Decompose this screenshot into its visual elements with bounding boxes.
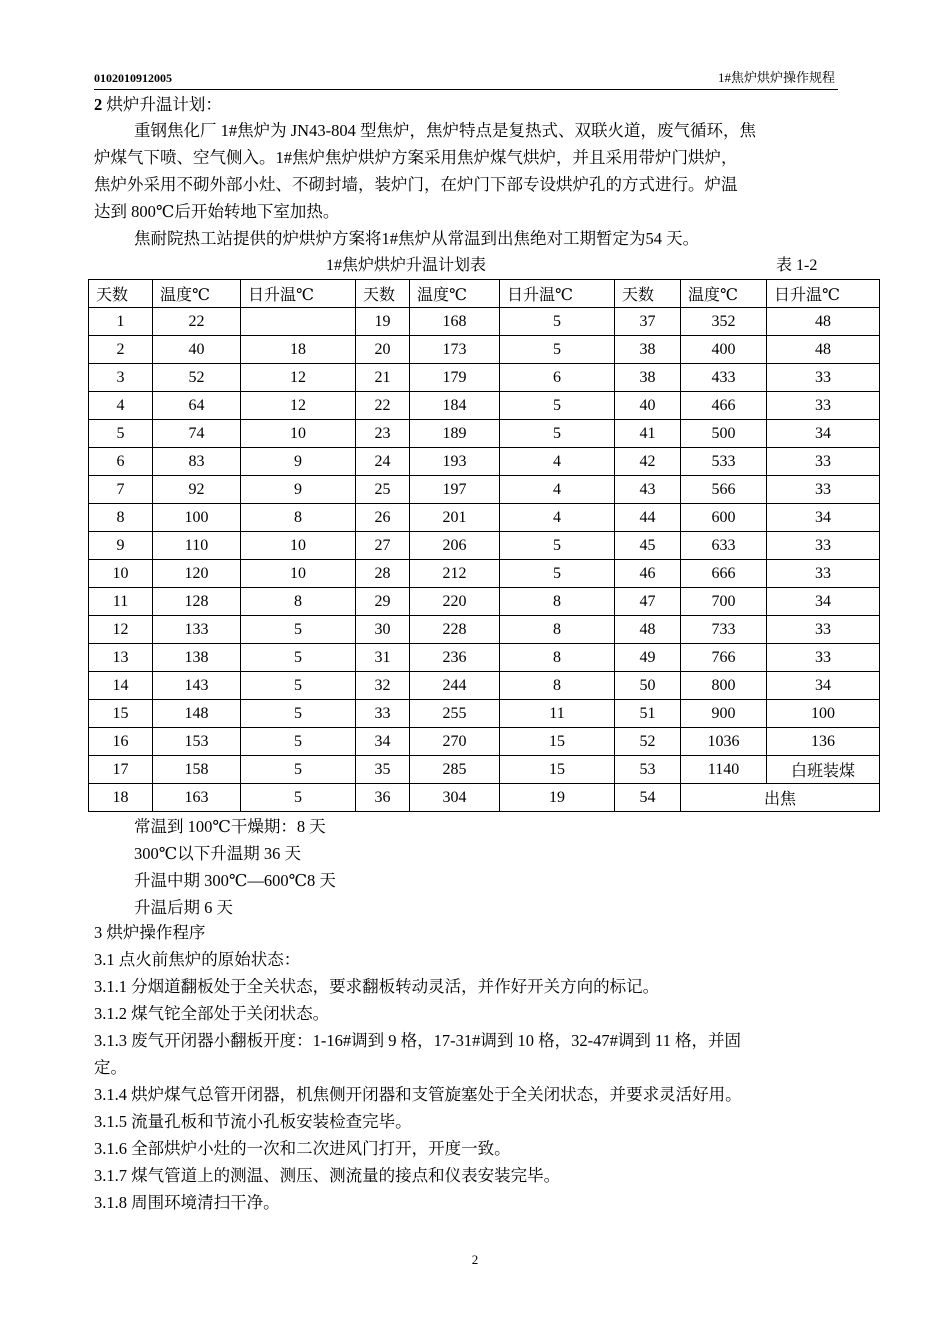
heating-plan-table bbox=[88, 279, 880, 812]
table-row bbox=[89, 644, 880, 672]
column-header: 天数 bbox=[615, 280, 681, 308]
table-cell: 12 bbox=[241, 392, 356, 420]
table-cell: 17 bbox=[89, 756, 153, 784]
table-cell: 110 bbox=[153, 532, 241, 560]
table-cell: 34 bbox=[767, 420, 880, 448]
table-row bbox=[89, 392, 880, 420]
table-cell: 158 bbox=[153, 756, 241, 784]
table-cell: 136 bbox=[767, 728, 880, 756]
table-cell: 766 bbox=[681, 644, 767, 672]
section-3-item: 3.1.3 废气开闭器小翻板开度：1-16#调到 9 格，17-31#调到 10 格，32-47#调到 11 格，并固 bbox=[94, 1031, 741, 1050]
table-row bbox=[89, 560, 880, 588]
table-cell: 10 bbox=[241, 420, 356, 448]
table-cell: 5 bbox=[500, 420, 615, 448]
table-cell: 22 bbox=[356, 392, 410, 420]
section-3-item: 3.1.1 分烟道翻板处于全关状态，要求翻板转动灵活，并作好开关方向的标记。 bbox=[94, 977, 660, 996]
table-cell: 4 bbox=[89, 392, 153, 420]
table-header-row bbox=[89, 280, 880, 308]
table-cell: 26 bbox=[356, 504, 410, 532]
table-cell: 33 bbox=[767, 616, 880, 644]
table-cell: 133 bbox=[153, 616, 241, 644]
section-2-heading: 2 烘炉升温计划： bbox=[94, 95, 222, 114]
table-cell: 34 bbox=[767, 504, 880, 532]
table-cell: 212 bbox=[410, 560, 500, 588]
table-cell: 4 bbox=[500, 448, 615, 476]
table-cell: 92 bbox=[153, 476, 241, 504]
table-cell: 168 bbox=[410, 308, 500, 336]
table-cell: 16 bbox=[89, 728, 153, 756]
table-cell: 5 bbox=[241, 756, 356, 784]
table-cell: 64 bbox=[153, 392, 241, 420]
table-cell: 236 bbox=[410, 644, 500, 672]
table-cell: 28 bbox=[356, 560, 410, 588]
table-cell: 900 bbox=[681, 700, 767, 728]
table-cell: 37 bbox=[615, 308, 681, 336]
table-cell: 45 bbox=[615, 532, 681, 560]
doc-title: 1#焦炉烘炉操作规程 bbox=[717, 70, 835, 85]
table-cell: 8 bbox=[500, 588, 615, 616]
table-cell: 44 bbox=[615, 504, 681, 532]
table-cell: 33 bbox=[356, 700, 410, 728]
table-cell: 184 bbox=[410, 392, 500, 420]
table-cell: 48 bbox=[767, 308, 880, 336]
table-row bbox=[89, 672, 880, 700]
table-cell: 5 bbox=[241, 644, 356, 672]
table-cell: 352 bbox=[681, 308, 767, 336]
table-cell: 1 bbox=[89, 308, 153, 336]
table-cell: 8 bbox=[89, 504, 153, 532]
table-cell: 1036 bbox=[681, 728, 767, 756]
table-cell: 8 bbox=[500, 616, 615, 644]
table-cell: 30 bbox=[356, 616, 410, 644]
table-cell: 9 bbox=[89, 532, 153, 560]
table-cell: 733 bbox=[681, 616, 767, 644]
table-cell: 34 bbox=[356, 728, 410, 756]
table-cell: 633 bbox=[681, 532, 767, 560]
section-3-item: 3.1.2 煤气铊全部处于关闭状态。 bbox=[94, 1004, 330, 1023]
table-cell: 5 bbox=[241, 728, 356, 756]
table-cell: 600 bbox=[681, 504, 767, 532]
table-cell: 15 bbox=[500, 728, 615, 756]
table-cell: 46 bbox=[615, 560, 681, 588]
table-cell: 138 bbox=[153, 644, 241, 672]
table-cell: 433 bbox=[681, 364, 767, 392]
table-cell: 22 bbox=[153, 308, 241, 336]
table-cell: 49 bbox=[615, 644, 681, 672]
table-cell: 52 bbox=[615, 728, 681, 756]
table-cell: 12 bbox=[241, 364, 356, 392]
table-cell: 189 bbox=[410, 420, 500, 448]
table-row bbox=[89, 504, 880, 532]
table-cell: 255 bbox=[410, 700, 500, 728]
table-cell: 33 bbox=[767, 476, 880, 504]
table-cell: 42 bbox=[615, 448, 681, 476]
section-3-1-heading: 3.1 点火前焦炉的原始状态： bbox=[94, 950, 301, 969]
table-cell: 38 bbox=[615, 364, 681, 392]
table-cell: 33 bbox=[767, 532, 880, 560]
table-cell: 52 bbox=[153, 364, 241, 392]
table-cell: 128 bbox=[153, 588, 241, 616]
table-cell: 41 bbox=[615, 420, 681, 448]
table-cell: 51 bbox=[615, 700, 681, 728]
table-cell: 33 bbox=[767, 448, 880, 476]
table-cell: 24 bbox=[356, 448, 410, 476]
table-cell: 304 bbox=[410, 784, 500, 812]
table-cell: 19 bbox=[500, 784, 615, 812]
table-cell: 201 bbox=[410, 504, 500, 532]
column-header: 天数 bbox=[89, 280, 153, 308]
table-cell: 120 bbox=[153, 560, 241, 588]
column-header: 日升温℃ bbox=[241, 280, 356, 308]
table-cell: 4 bbox=[500, 476, 615, 504]
table-row bbox=[89, 616, 880, 644]
table-row bbox=[89, 336, 880, 364]
table-cell: 8 bbox=[241, 588, 356, 616]
table-cell: 8 bbox=[500, 644, 615, 672]
table-cell: 5 bbox=[241, 616, 356, 644]
table-cell: 18 bbox=[241, 336, 356, 364]
table-row bbox=[89, 532, 880, 560]
table-row bbox=[89, 700, 880, 728]
table-cell: 143 bbox=[153, 672, 241, 700]
section-3-item: 3.1.4 烘炉煤气总管开闭器，机焦侧开闭器和支管旋塞处于全关闭状态，并要求灵活好用。 bbox=[94, 1085, 742, 1104]
table-row bbox=[89, 308, 880, 336]
table-cell: 50 bbox=[615, 672, 681, 700]
table-cell: 566 bbox=[681, 476, 767, 504]
table-row bbox=[89, 364, 880, 392]
table-cell: 6 bbox=[500, 364, 615, 392]
table-row bbox=[89, 420, 880, 448]
para2: 焦耐院热工站提供的炉烘炉方案将1#焦炉从常温到出焦绝对工期暂定为54 天。 bbox=[134, 229, 700, 248]
para1-line: 焦炉外采用不砌外部小灶、不砌封墙，装炉门，在炉门下部专设烘炉孔的方式进行。炉温 bbox=[94, 175, 738, 194]
table-cell: 5 bbox=[89, 420, 153, 448]
page-header bbox=[94, 69, 838, 90]
table-cell: 23 bbox=[356, 420, 410, 448]
table-cell: 197 bbox=[410, 476, 500, 504]
table-row bbox=[89, 588, 880, 616]
table-cell: 18 bbox=[89, 784, 153, 812]
table-cell: 193 bbox=[410, 448, 500, 476]
table-cell: 13 bbox=[89, 644, 153, 672]
section-3-item: 定。 bbox=[94, 1058, 127, 1077]
para1-line: 重钢焦化厂 1#焦炉为 JN43-804 型焦炉，焦炉特点是复热式、双联火道，废气循环，焦 bbox=[134, 121, 756, 140]
table-cell: 48 bbox=[615, 616, 681, 644]
table-cell: 500 bbox=[681, 420, 767, 448]
column-header: 温度℃ bbox=[410, 280, 500, 308]
column-header: 温度℃ bbox=[681, 280, 767, 308]
table-cell: 5 bbox=[241, 784, 356, 812]
table-cell: 11 bbox=[89, 588, 153, 616]
table-cell: 9 bbox=[241, 448, 356, 476]
table-cell: 206 bbox=[410, 532, 500, 560]
table-cell: 34 bbox=[767, 672, 880, 700]
table-cell: 54 bbox=[615, 784, 681, 812]
table-cell: 19 bbox=[356, 308, 410, 336]
table-cell: 43 bbox=[615, 476, 681, 504]
table-cell: 15 bbox=[89, 700, 153, 728]
table-cell: 7 bbox=[89, 476, 153, 504]
table-cell: 5 bbox=[241, 672, 356, 700]
para1-line: 达到 800℃后开始转地下室加热。 bbox=[94, 202, 340, 221]
table-cell: 8 bbox=[500, 672, 615, 700]
table-cell: 15 bbox=[500, 756, 615, 784]
section-3-item: 3.1.5 流量孔板和节流小孔板安装检查完毕。 bbox=[94, 1112, 412, 1131]
table-cell: 10 bbox=[241, 560, 356, 588]
table-cell: 21 bbox=[356, 364, 410, 392]
table-cell: 466 bbox=[681, 392, 767, 420]
table-cell: 800 bbox=[681, 672, 767, 700]
section-3-item: 3.1.6 全部烘炉小灶的一次和二次进风门打开，开度一致。 bbox=[94, 1139, 511, 1158]
table-cell: 6 bbox=[89, 448, 153, 476]
table-cell: 5 bbox=[500, 560, 615, 588]
column-header: 日升温℃ bbox=[767, 280, 880, 308]
table-cell: 4 bbox=[500, 504, 615, 532]
table-cell: 666 bbox=[681, 560, 767, 588]
table-row bbox=[89, 784, 880, 812]
table-cell: 83 bbox=[153, 448, 241, 476]
table-cell: 179 bbox=[410, 364, 500, 392]
table-cell: 3 bbox=[89, 364, 153, 392]
summary-line: 升温后期 6 天 bbox=[134, 898, 233, 917]
table-cell: 48 bbox=[767, 336, 880, 364]
table-cell: 100 bbox=[767, 700, 880, 728]
summary-line: 常温到 100℃干燥期：8 天 bbox=[134, 817, 326, 836]
table-cell: 11 bbox=[500, 700, 615, 728]
table-cell: 2 bbox=[89, 336, 153, 364]
table-cell: 35 bbox=[356, 756, 410, 784]
table-cell: 38 bbox=[615, 336, 681, 364]
table-row bbox=[89, 728, 880, 756]
table-cell: 10 bbox=[89, 560, 153, 588]
section-3-heading: 3 烘炉操作程序 bbox=[94, 923, 206, 942]
table-cell: 533 bbox=[681, 448, 767, 476]
table-cell: 12 bbox=[89, 616, 153, 644]
table-cell: 33 bbox=[767, 560, 880, 588]
table-cell: 220 bbox=[410, 588, 500, 616]
summary-line: 升温中期 300℃—600℃8 天 bbox=[134, 871, 336, 890]
table-cell: 8 bbox=[241, 504, 356, 532]
table-row bbox=[89, 448, 880, 476]
table-cell: 10 bbox=[241, 532, 356, 560]
table-cell: 1140 bbox=[681, 756, 767, 784]
table-number: 表 1-2 bbox=[776, 257, 818, 274]
table-cell: 100 bbox=[153, 504, 241, 532]
table-cell: 34 bbox=[767, 588, 880, 616]
column-header: 天数 bbox=[356, 280, 410, 308]
table-cell: 244 bbox=[410, 672, 500, 700]
table-cell: 173 bbox=[410, 336, 500, 364]
table-cell: 74 bbox=[153, 420, 241, 448]
table-cell: 5 bbox=[500, 308, 615, 336]
section-3-item: 3.1.8 周围环境清扫干净。 bbox=[94, 1193, 280, 1212]
table-cell: 400 bbox=[681, 336, 767, 364]
table-cell: 40 bbox=[615, 392, 681, 420]
table-cell: 33 bbox=[767, 644, 880, 672]
table-cell: 20 bbox=[356, 336, 410, 364]
table-cell: 27 bbox=[356, 532, 410, 560]
table-cell: 5 bbox=[500, 336, 615, 364]
table-cell: 14 bbox=[89, 672, 153, 700]
table-cell: 47 bbox=[615, 588, 681, 616]
table-cell: 163 bbox=[153, 784, 241, 812]
table-cell: 36 bbox=[356, 784, 410, 812]
table-cell: 153 bbox=[153, 728, 241, 756]
table-cell: 25 bbox=[356, 476, 410, 504]
column-header: 日升温℃ bbox=[500, 280, 615, 308]
doc-code: 0102010912005 bbox=[94, 71, 172, 85]
table-cell: 5 bbox=[500, 392, 615, 420]
table-cell: 228 bbox=[410, 616, 500, 644]
table-cell: 33 bbox=[767, 364, 880, 392]
table-row bbox=[89, 476, 880, 504]
table-cell: 148 bbox=[153, 700, 241, 728]
table-cell: 出焦 bbox=[681, 784, 880, 812]
summary-line: 300℃以下升温期 36 天 bbox=[134, 844, 301, 863]
table-cell: 5 bbox=[241, 700, 356, 728]
table-caption: 1#焦炉烘炉升温计划表 bbox=[326, 257, 487, 274]
table-row bbox=[89, 756, 880, 784]
table-cell: 33 bbox=[767, 392, 880, 420]
table-cell: 31 bbox=[356, 644, 410, 672]
table-cell bbox=[241, 308, 356, 336]
table-cell: 5 bbox=[500, 532, 615, 560]
table-cell: 285 bbox=[410, 756, 500, 784]
table-cell: 白班装煤 bbox=[767, 756, 880, 784]
para1-line: 炉煤气下喷、空气侧入。1#焦炉焦炉烘炉方案采用焦炉煤气烘炉，并且采用带炉门烘炉， bbox=[94, 148, 738, 167]
table-cell: 700 bbox=[681, 588, 767, 616]
section-3-item: 3.1.7 煤气管道上的测温、测压、测流量的接点和仪表安装完毕。 bbox=[94, 1166, 561, 1185]
table-cell: 53 bbox=[615, 756, 681, 784]
table-cell: 29 bbox=[356, 588, 410, 616]
table-cell: 32 bbox=[356, 672, 410, 700]
page-number: 2 bbox=[471, 1252, 479, 1267]
table-cell: 9 bbox=[241, 476, 356, 504]
table-cell: 40 bbox=[153, 336, 241, 364]
column-header: 温度℃ bbox=[153, 280, 241, 308]
table-cell: 270 bbox=[410, 728, 500, 756]
